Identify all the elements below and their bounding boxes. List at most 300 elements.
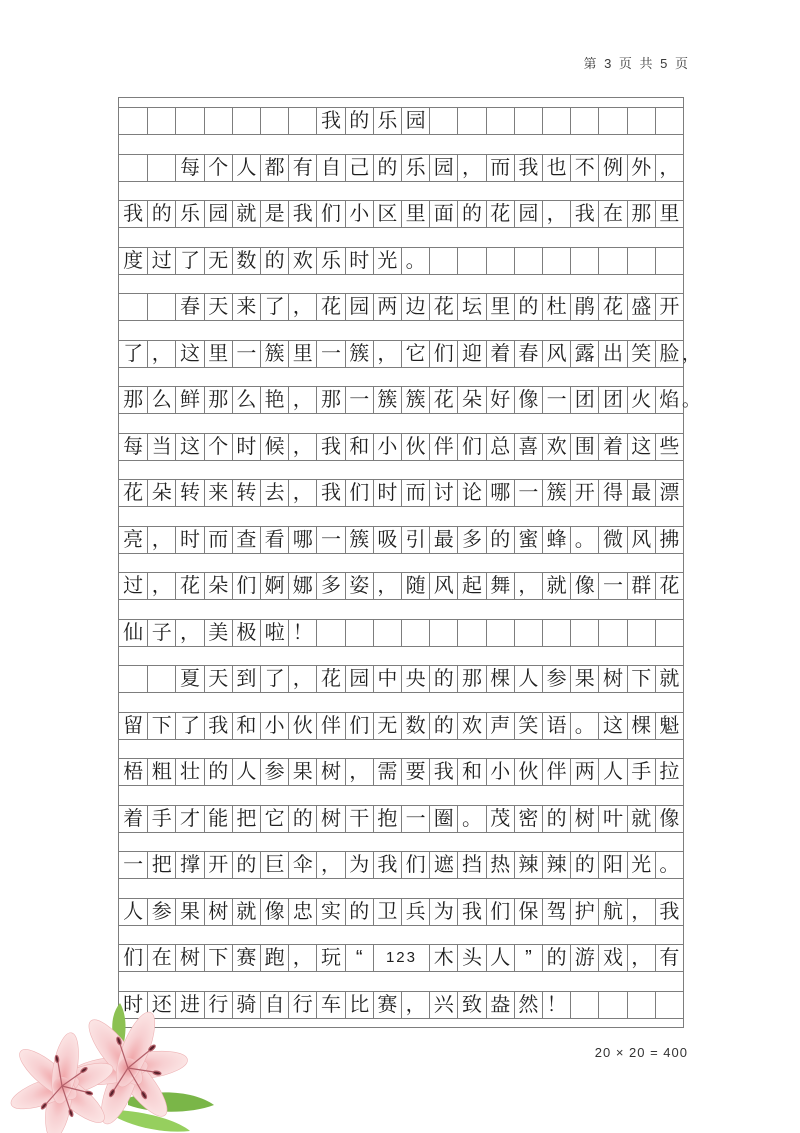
grid-cell: 那 xyxy=(204,387,232,413)
grid-cell: 风 xyxy=(627,527,655,553)
grid-cell xyxy=(486,108,514,134)
grid-cell: 声 xyxy=(486,713,514,739)
grid-cell: 遮 xyxy=(429,852,457,878)
grid-cell: 就 xyxy=(232,201,260,227)
grid-cell: 的 xyxy=(429,713,457,739)
grid-cell: 一 xyxy=(514,480,542,506)
grid-cell: 舞 xyxy=(486,573,514,599)
grid-cell: 人 xyxy=(232,155,260,181)
grid-cell: ， xyxy=(542,201,570,227)
grid-cell: 致 xyxy=(457,992,485,1018)
lily-flower-decoration xyxy=(0,1002,232,1133)
grid-cell xyxy=(598,992,626,1018)
grid-cell: 极 xyxy=(232,620,260,646)
grid-cell: 也 xyxy=(542,155,570,181)
grid-row xyxy=(119,340,700,368)
grid-cell: 的 xyxy=(570,852,598,878)
grid-cell: 园 xyxy=(345,666,373,692)
grid-cell: ， xyxy=(147,341,175,367)
grid-cell: 的 xyxy=(204,759,232,785)
grid-cell: 。 xyxy=(457,806,485,832)
grid-row xyxy=(119,479,683,507)
grid-cell: 树 xyxy=(175,945,203,971)
grid-cell xyxy=(457,620,485,646)
grid-cell: 娜 xyxy=(288,573,316,599)
grid-cell xyxy=(598,108,626,134)
grid-cell: 的 xyxy=(457,201,485,227)
grid-cell: 的 xyxy=(147,201,175,227)
grid-cell: 度 xyxy=(123,249,144,272)
grid-row xyxy=(119,154,683,182)
grid-cell: 的 xyxy=(542,806,570,832)
grid-cell: 果 xyxy=(175,899,203,925)
grid-cell: 那 xyxy=(316,387,344,413)
grid-cell: 来 xyxy=(232,294,260,320)
grid-cell: ， xyxy=(147,573,175,599)
grid-cell: 乐 xyxy=(175,201,203,227)
grid-cell: 火 xyxy=(627,387,655,413)
grid-cell: 像 xyxy=(655,806,683,832)
grid-cell: 迎 xyxy=(457,341,485,367)
grid-row xyxy=(119,433,683,461)
grid-cell: ， xyxy=(288,294,316,320)
grid-cell: 随 xyxy=(401,573,429,599)
grid-cell xyxy=(655,992,683,1018)
grid-cell: 里 xyxy=(401,201,429,227)
grid-cell: 。 xyxy=(655,852,683,878)
overflow-punctuation: ， xyxy=(682,343,700,364)
grid-cell: 们 xyxy=(123,947,144,969)
grid-cell: 一 xyxy=(345,387,373,413)
grid-cell: 哪 xyxy=(288,527,316,553)
grid-cell: 园 xyxy=(204,201,232,227)
overflow-punctuation: 。 xyxy=(682,390,700,410)
grid-cell: 时 xyxy=(373,480,401,506)
grid-cell: 露 xyxy=(570,341,598,367)
grid-cell: 能 xyxy=(204,806,232,832)
grid-cell: 们 xyxy=(429,341,457,367)
grid-cell: 朵 xyxy=(147,480,175,506)
grid-cell: 有 xyxy=(655,945,683,971)
grid-cell: 人 xyxy=(598,759,626,785)
grid-cell xyxy=(655,248,683,274)
grid-cell: 簇 xyxy=(345,527,373,553)
grid-cell xyxy=(119,155,147,181)
grid-cell: 当 xyxy=(147,434,175,460)
grid-cell: 团 xyxy=(598,387,626,413)
grid-cell xyxy=(514,248,542,274)
grid-cell xyxy=(598,620,626,646)
grid-cell: 为 xyxy=(429,899,457,925)
grid-cell: 魁 xyxy=(655,713,683,739)
grid-cell: 光 xyxy=(373,248,401,274)
grid-cell: 花 xyxy=(598,294,626,320)
grid-cell: 茂 xyxy=(486,806,514,832)
grid-cell: 都 xyxy=(260,155,288,181)
grid-cell: 的 xyxy=(514,294,542,320)
grid-cell: 棵 xyxy=(486,666,514,692)
grid-cell: 的 xyxy=(542,945,570,971)
grid-cell: 到 xyxy=(232,666,260,692)
grid-cell: 总 xyxy=(486,434,514,460)
grid-cell: ， xyxy=(655,155,683,181)
grid-cell: 辣 xyxy=(514,852,542,878)
grid-cell: 辣 xyxy=(542,852,570,878)
grid-cell: 美 xyxy=(204,620,232,646)
grid-cell: 区 xyxy=(373,201,401,227)
grid-cell: 人 xyxy=(514,666,542,692)
grid-cell: 卫 xyxy=(373,899,401,925)
grid-cell: ” xyxy=(514,945,542,971)
grid-cell: 里 xyxy=(288,341,316,367)
grid-cell xyxy=(345,620,373,646)
grid-cell: 过 xyxy=(147,248,175,274)
grid-cell: 就 xyxy=(542,573,570,599)
grid-cell: 需 xyxy=(373,759,401,785)
grid-cell: 论 xyxy=(457,480,485,506)
grid-cell: 梧 xyxy=(123,761,144,783)
grid-cell: 然 xyxy=(514,992,542,1018)
grid-cell xyxy=(429,248,457,274)
grid-cell: 开 xyxy=(570,480,598,506)
grid-cell: 驾 xyxy=(542,899,570,925)
grid-cell: 中 xyxy=(373,666,401,692)
grid-cell: 们 xyxy=(457,434,485,460)
grid-cell xyxy=(457,248,485,274)
grid-cell: 有 xyxy=(288,155,316,181)
grid-cell: 个 xyxy=(204,434,232,460)
grid-cell: 123 xyxy=(373,945,429,971)
grid-cell: 蜂 xyxy=(542,527,570,553)
grid-cell xyxy=(401,620,429,646)
grid-cell: 果 xyxy=(570,666,598,692)
grid-cell: 伴 xyxy=(429,434,457,460)
grid-cell xyxy=(204,108,232,134)
grid-cell: 伞 xyxy=(288,852,316,878)
grid-cell: 热 xyxy=(486,852,514,878)
grid-cell: 而 xyxy=(401,480,429,506)
grid-cell: 脸 xyxy=(655,341,683,367)
grid-cell: ， xyxy=(316,852,344,878)
grid-cell: 亮 xyxy=(123,528,144,551)
grid-cell: 要 xyxy=(401,759,429,785)
grid-cell: 自 xyxy=(316,155,344,181)
grid-cell: 一 xyxy=(316,341,344,367)
grid-cell: 航 xyxy=(598,899,626,925)
grid-cell: 婀 xyxy=(260,573,288,599)
grid-cell: 了 xyxy=(260,666,288,692)
grid-cell: 护 xyxy=(570,899,598,925)
grid-cell xyxy=(627,248,655,274)
grid-cell: 我 xyxy=(316,480,344,506)
grid-row xyxy=(119,247,683,275)
grid-cell xyxy=(627,108,655,134)
grid-cell: 的 xyxy=(260,248,288,274)
grid-cell: 像 xyxy=(570,573,598,599)
grid-cell: 里 xyxy=(655,201,683,227)
grid-cell: ， xyxy=(147,527,175,553)
grid-cell: 把 xyxy=(232,806,260,832)
grid-cell: 每 xyxy=(123,435,144,458)
grid-cell: 的 xyxy=(429,666,457,692)
grid-cell: 小 xyxy=(345,201,373,227)
grid-cell: 的 xyxy=(232,852,260,878)
grid-cell: 小 xyxy=(373,434,401,460)
grid-cell: 些 xyxy=(655,434,683,460)
grid-cell: 干 xyxy=(345,806,373,832)
grid-cell: 开 xyxy=(204,852,232,878)
grid-cell: 里 xyxy=(204,341,232,367)
grid-cell: 车 xyxy=(316,992,344,1018)
grid-cell: 它 xyxy=(401,341,429,367)
grid-cell: 们 xyxy=(345,713,373,739)
grid-row xyxy=(119,665,683,693)
grid-cell xyxy=(288,108,316,134)
grid-cell: ， xyxy=(288,945,316,971)
grid-cell: 乐 xyxy=(401,155,429,181)
grid-cell: 一 xyxy=(232,341,260,367)
grid-row xyxy=(119,386,700,414)
grid-cell: 一 xyxy=(542,387,570,413)
grid-cell: 赛 xyxy=(232,945,260,971)
grid-cell: 它 xyxy=(260,806,288,832)
grid-cell: 坛 xyxy=(457,294,485,320)
grid-cell: 焰 xyxy=(655,387,683,413)
grid-cell: 数 xyxy=(401,713,429,739)
grid-cell: 忠 xyxy=(288,899,316,925)
grid-cell: 手 xyxy=(627,759,655,785)
grid-row xyxy=(119,758,683,786)
grid-cell: 行 xyxy=(204,992,232,1018)
grid-cell: 花 xyxy=(429,294,457,320)
grid-cell: 簇 xyxy=(542,480,570,506)
grid-cell: 啦 xyxy=(260,620,288,646)
grid-cell: 着 xyxy=(123,807,144,830)
grid-cell: 么 xyxy=(232,387,260,413)
grid-cell: 们 xyxy=(345,480,373,506)
grid-cell: 参 xyxy=(147,899,175,925)
grid-cell: 头 xyxy=(457,945,485,971)
grid-cell: 两 xyxy=(570,759,598,785)
grid-cell: 蜜 xyxy=(514,527,542,553)
grid-cell: 喜 xyxy=(514,434,542,460)
writing-grid xyxy=(118,97,700,1028)
grid-cell: 而 xyxy=(204,527,232,553)
grid-count-label: 20 × 20 = 400 xyxy=(594,1045,688,1060)
grid-cell: 在 xyxy=(598,201,626,227)
grid-cell xyxy=(542,248,570,274)
grid-cell xyxy=(570,248,598,274)
grid-cell: 下 xyxy=(147,713,175,739)
grid-cell: 我 xyxy=(316,434,344,460)
grid-row xyxy=(119,293,683,321)
grid-cell: 两 xyxy=(373,294,401,320)
grid-cell xyxy=(147,108,175,134)
grid-cell: ！ xyxy=(288,620,316,646)
grid-cell xyxy=(260,108,288,134)
grid-cell: 才 xyxy=(175,806,203,832)
grid-cell: 开 xyxy=(655,294,683,320)
grid-cell: 兴 xyxy=(429,992,457,1018)
grid-cell xyxy=(627,620,655,646)
grid-cell: 树 xyxy=(316,759,344,785)
grid-cell xyxy=(119,294,147,320)
grid-cell: 来 xyxy=(204,480,232,506)
grid-cell xyxy=(655,620,683,646)
grid-cell: 簇 xyxy=(345,341,373,367)
grid-cell: 把 xyxy=(147,852,175,878)
grid-cell: 一 xyxy=(598,573,626,599)
page-number: 第 3 页 共 5 页 xyxy=(583,56,690,71)
grid-cell: 这 xyxy=(627,434,655,460)
grid-cell: 多 xyxy=(457,527,485,553)
grid-cell: 戏 xyxy=(598,945,626,971)
grid-cell: 我 xyxy=(316,108,344,134)
grid-cell: 一 xyxy=(316,527,344,553)
grid-cell xyxy=(514,620,542,646)
grid-cell: 欢 xyxy=(288,248,316,274)
grid-cell: ， xyxy=(345,759,373,785)
grid-cell: 么 xyxy=(147,387,175,413)
grid-cell: ， xyxy=(288,666,316,692)
grid-cell: 园 xyxy=(401,108,429,134)
grid-cell xyxy=(570,108,598,134)
grid-cell: 密 xyxy=(514,806,542,832)
grid-cell: 了 xyxy=(175,248,203,274)
grid-row xyxy=(119,712,683,740)
grid-cell: 们 xyxy=(232,573,260,599)
grid-cell: 而 xyxy=(486,155,514,181)
grid-row xyxy=(119,572,683,600)
grid-cell: 花 xyxy=(175,573,203,599)
grid-cell: 最 xyxy=(627,480,655,506)
grid-cell: 那 xyxy=(457,666,485,692)
grid-cell: ， xyxy=(373,341,401,367)
grid-cell: 引 xyxy=(401,527,429,553)
grid-cell: 我 xyxy=(570,201,598,227)
grid-cell: 的 xyxy=(373,155,401,181)
grid-cell: 花 xyxy=(655,573,683,599)
grid-cell: 花 xyxy=(429,387,457,413)
grid-cell: 小 xyxy=(260,713,288,739)
grid-cell: 艳 xyxy=(260,387,288,413)
grid-cell: ， xyxy=(288,434,316,460)
grid-cell: 下 xyxy=(627,666,655,692)
grid-cell: 时 xyxy=(232,434,260,460)
grid-cell xyxy=(175,108,203,134)
grid-cell: 了 xyxy=(175,713,203,739)
grid-cell: 果 xyxy=(288,759,316,785)
grid-cell: 一 xyxy=(401,806,429,832)
grid-cell: 光 xyxy=(627,852,655,878)
grid-cell: 多 xyxy=(316,573,344,599)
grid-row xyxy=(119,619,683,647)
grid-cell: 边 xyxy=(401,294,429,320)
grid-cell: 和 xyxy=(345,434,373,460)
grid-cell: ， xyxy=(288,480,316,506)
grid-cell: 笑 xyxy=(514,713,542,739)
grid-cell: 留 xyxy=(123,714,144,737)
grid-cell: 团 xyxy=(570,387,598,413)
grid-cell: 围 xyxy=(570,434,598,460)
grid-cell xyxy=(627,992,655,1018)
grid-cell: 抱 xyxy=(373,806,401,832)
grid-cell: 盛 xyxy=(627,294,655,320)
grid-cell: ， xyxy=(288,387,316,413)
grid-cell: 己 xyxy=(345,155,373,181)
grid-cell: 的 xyxy=(345,108,373,134)
grid-cell: 仙 xyxy=(123,621,144,644)
grid-cell xyxy=(655,108,683,134)
grid-cell: 了 xyxy=(123,342,144,365)
grid-cell: 着 xyxy=(486,341,514,367)
grid-cell: 的 xyxy=(486,527,514,553)
grid-cell: 粗 xyxy=(147,759,175,785)
grid-cell: 们 xyxy=(401,852,429,878)
grid-cell: 拂 xyxy=(655,527,683,553)
grid-cell: 伙 xyxy=(401,434,429,460)
grid-cell: 手 xyxy=(147,806,175,832)
grid-cell: 树 xyxy=(316,806,344,832)
grid-row xyxy=(119,898,683,926)
grid-cell: 就 xyxy=(655,666,683,692)
grid-cell: 数 xyxy=(232,248,260,274)
grid-cell: 我 xyxy=(457,899,485,925)
grid-cell: 比 xyxy=(345,992,373,1018)
grid-row xyxy=(119,200,683,228)
grid-cell: 夏 xyxy=(175,666,203,692)
grid-cell: 我 xyxy=(514,155,542,181)
grid-cell: 树 xyxy=(204,899,232,925)
grid-cell: 人 xyxy=(232,759,260,785)
grid-row xyxy=(119,851,683,879)
grid-cell: 春 xyxy=(175,294,203,320)
grid-cell: 花 xyxy=(486,201,514,227)
grid-cell: 乐 xyxy=(316,248,344,274)
grid-cell: 花 xyxy=(316,666,344,692)
grid-cell: 跑 xyxy=(260,945,288,971)
grid-cell: 查 xyxy=(232,527,260,553)
grid-cell: 欢 xyxy=(457,713,485,739)
grid-cell xyxy=(598,248,626,274)
grid-cell: 外 xyxy=(627,155,655,181)
grid-cell: ， xyxy=(627,899,655,925)
grid-cell: 鲜 xyxy=(175,387,203,413)
grid-cell: 盎 xyxy=(486,992,514,1018)
grid-cell: 我 xyxy=(373,852,401,878)
grid-cell: 自 xyxy=(260,992,288,1018)
grid-cell: 微 xyxy=(598,527,626,553)
grid-cell: 风 xyxy=(542,341,570,367)
grid-cell: 天 xyxy=(204,294,232,320)
grid-cell: 是 xyxy=(260,201,288,227)
grid-cell: 时 xyxy=(345,248,373,274)
grid-cell: 树 xyxy=(570,806,598,832)
grid-cell: 花 xyxy=(316,294,344,320)
grid-cell xyxy=(232,108,260,134)
grid-cell: 我 xyxy=(204,713,232,739)
grid-cell: 笑 xyxy=(627,341,655,367)
grid-row xyxy=(119,526,683,554)
grid-cell xyxy=(514,108,542,134)
grid-cell: ， xyxy=(457,155,485,181)
grid-cell: 看 xyxy=(260,527,288,553)
grid-cell: 讨 xyxy=(429,480,457,506)
grid-cell: 壮 xyxy=(175,759,203,785)
grid-cell: 里 xyxy=(486,294,514,320)
grid-cell: 我 xyxy=(123,203,144,225)
grid-cell: 那 xyxy=(627,201,655,227)
